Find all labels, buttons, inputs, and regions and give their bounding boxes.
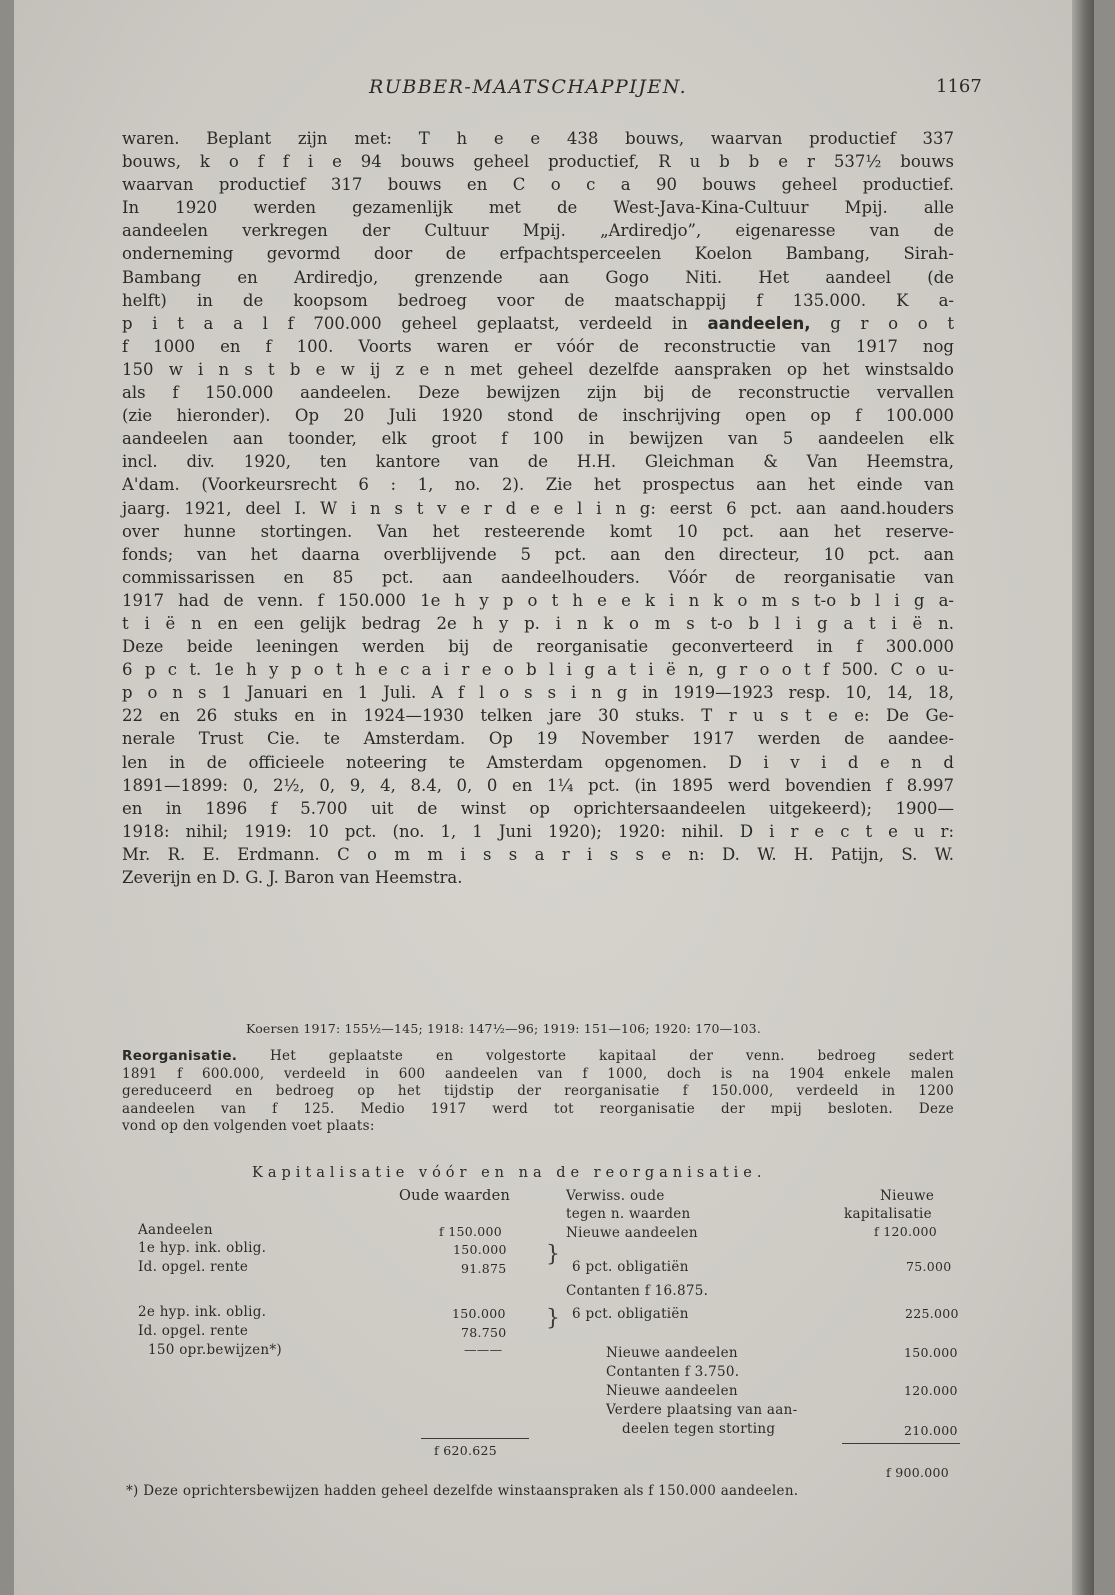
reorg-line: aandeelen van f 125. Medio 1917 werd tot reorganisatie der mpij besloten. Deze: [122, 1100, 954, 1117]
body-line: bouws, k o f f i e 94 bouws geheel productief, R u b b e r 537½ bouws: [122, 152, 954, 172]
cell-nieuwe-verdere: 210.000: [904, 1423, 958, 1438]
page-header: [14, 76, 1094, 100]
body-line: Deze beide leeningen werden bij de reorganisatie geconverteerd in f 300.000: [122, 637, 954, 657]
total-rule-oude: [421, 1438, 529, 1439]
body-line: 1891—1899: 0, 2½, 0, 9, 4, 8.4, 0, 0 en 1¼ pct. (in 1895 werd bovendien f 8.997: [122, 775, 954, 795]
body-line: commissarissen en 85 pct. aan aandeelhouders. Vóór de reorganisatie van: [122, 567, 954, 587]
body-line: onderneming gevormd door de erfpachtsperceelen Koelon Bambang, Sirah-: [122, 244, 954, 264]
cell-oude-hyp2-rente: 78.750: [461, 1325, 507, 1340]
body-line: aandeelen verkregen der Cultuur Mpij. „Ardiredjo”, eigenaresse van de: [122, 221, 954, 241]
body-line: 150 w i n s t b e w ij z e n met geheel dezelfde aanspraken op het winstsaldo: [122, 359, 954, 379]
body-line: waren. Beplant zijn met: T h e e 438 bouws, waarvan productief 337: [122, 129, 954, 148]
cell-nieuwe-hyp2: 225.000: [905, 1306, 959, 1321]
reorg-line: gereduceerd en bedroeg op het tijdstip der reorganisatie f 150.000, verdeeld in 1200: [122, 1083, 954, 1100]
body-line: aandeelen aan toonder, elk groot f 100 in bewijzen van 5 aandeelen elk: [122, 429, 954, 449]
cell-contanten-1: Contanten f 16.875.: [566, 1283, 709, 1299]
body-line: incl. div. 1920, ten kantore van de H.H. Gleichman & Van Heemstra,: [122, 452, 954, 472]
body-line: Mr. R. E. Erdmann. C o m m i s s a r i s s e n: D. W. H. Patijn, S. W.: [122, 844, 954, 864]
cell-verwiss-nieuwe3: Nieuwe aandeelen: [606, 1383, 738, 1399]
book-spine: [1072, 0, 1094, 1595]
footnote: *) Deze oprichtersbewijzen hadden geheel dezelfde winstaanspraken als f 150.000 aandeelen.: [126, 1483, 799, 1499]
body-line: als f 150.000 aandeelen. Deze bewijzen zijn bij de reconstructie vervallen: [122, 383, 954, 403]
row-label-opr: 150 opr.bewijzen*): [148, 1342, 282, 1358]
reorg-line: 1891 f 600.000, verdeeld in 600 aandeelen van f 1000, doch is na 1904 enkele malen: [122, 1065, 954, 1082]
cell-verwiss-hyp2: 6 pct. obligatiën: [572, 1306, 689, 1322]
cell-nieuwe-nieuwe3: 120.000: [904, 1383, 958, 1398]
bold-aandeelen: aandeelen,: [707, 313, 811, 333]
row-label-hyp1-rente: Id. opgel. rente: [138, 1259, 249, 1275]
body-line: en in 1896 f 5.700 uit de winst op oprichtersaandeelen uitgekeerd); 1900—: [122, 798, 954, 818]
cell-nieuwe-aandeelen: f 120.000: [874, 1224, 937, 1239]
cell-verdere-1: Verdere plaatsing van aan-: [606, 1402, 798, 1418]
cell-oude-hyp1-oblig: 150.000: [453, 1242, 507, 1257]
body-line: over hunne stortingen. Van het resteerende komt 10 pct. aan het reserve-: [122, 521, 954, 541]
reorg-line: Het geplaatste en volgestorte kapitaal der venn. bedroeg sedert: [269, 1048, 954, 1064]
row-label-hyp2-rente: Id. opgel. rente: [138, 1323, 249, 1339]
body-line: p i t a a l f 700.000 geheel geplaatst, verdeeld in aandeelen, g r o o t: [122, 313, 954, 333]
body-line: 22 en 26 stuks en in 1924—1930 telken jare 30 stuks. T r u s t e e: De Ge-: [122, 706, 954, 726]
body-line: waarvan productief 317 bouws en C o c a 90 bouws geheel productief.: [122, 175, 954, 195]
body-line: f 1000 en f 100. Voorts waren er vóór de reconstructie van 1917 nog: [122, 336, 954, 356]
cell-oude-opr: ———: [464, 1342, 503, 1357]
body-line: In 1920 werden gezamenlijk met de West-Java-Kina-Cultuur Mpij. alle: [122, 198, 954, 218]
body-line: jaarg. 1921, deel I. W i n s t v e r d e e l i n g: eerst 6 pct. aan aand.houders: [122, 498, 954, 518]
main-paragraph: [122, 127, 954, 889]
body-line: Zeverijn en D. G. J. Baron van Heemstra.: [122, 868, 463, 887]
brace-hyp2: }: [546, 1306, 560, 1331]
body-line: 1917 had de venn. f 150.000 1e h y p o t h e e k i n k o m s t-o b l i g a-: [122, 590, 954, 610]
reorganisatie-label: Reorganisatie.: [122, 1048, 238, 1064]
col-header-oude: Oude waarden: [399, 1188, 511, 1204]
cell-nieuwe-opr: 150.000: [904, 1345, 958, 1360]
col-header-nieuwe-2: kapitalisatie: [844, 1206, 932, 1222]
body-line: len in de officieele noteering te Amsterdam opgenomen. D i v i d e n d: [122, 752, 954, 772]
body-line: Bambang en Ardiredjo, grenzende aan Gogo Niti. Het aandeel (de: [122, 267, 954, 287]
body-line: nerale Trust Cie. te Amsterdam. Op 19 November 1917 werden de aandee-: [122, 729, 954, 749]
running-title: RUBBER-MAATSCHAPPIJEN.: [369, 76, 688, 98]
cell-oude-hyp2-oblig: 150.000: [452, 1306, 506, 1321]
col-header-verwiss-1: Verwiss. oude: [566, 1188, 665, 1204]
page-number: 1167: [936, 76, 982, 97]
cell-verwiss-opr: Nieuwe aandeelen: [606, 1345, 738, 1361]
cell-oude-hyp1-rente: 91.875: [461, 1261, 507, 1276]
table-title: Kapitalisatie vóór en na de reorganisatie.: [252, 1165, 767, 1181]
row-label-hyp1-oblig: 1e hyp. ink. oblig.: [138, 1240, 267, 1256]
col-header-nieuwe-1: Nieuwe: [880, 1188, 935, 1204]
col-header-verwiss-2: tegen n. waarden: [566, 1206, 691, 1222]
body-line: (zie hieronder). Op 20 Juli 1920 stond de inschrijving open op f 100.000: [122, 406, 954, 426]
body-line: fonds; van het daarna overblijvende 5 pct. aan den directeur, 10 pct. aan: [122, 544, 954, 564]
total-oude: f 620.625: [434, 1443, 497, 1458]
brace-hyp1: }: [546, 1242, 560, 1267]
body-line: 6 p c t. 1e h y p o t h e c a i r e o b l i g a t i ë n, g r o o t f 500. C o u-: [122, 660, 954, 680]
body-line: t i ë n en een gelijk bedrag 2e h y p. i n k o m s t-o b l i g a t i ë n.: [122, 613, 954, 633]
reorganisatie-paragraph: [122, 1048, 954, 1136]
cell-verdere-2: deelen tegen storting: [622, 1421, 776, 1437]
body-line: A'dam. (Voorkeursrecht 6 : 1, no. 2). Zie het prospectus aan het einde van: [122, 475, 954, 495]
body-line: p o n s 1 Januari en 1 Juli. A f l o s s i n g in 1919—1923 resp. 10, 14, 18,: [122, 683, 954, 703]
row-label-hyp2-oblig: 2e hyp. ink. oblig.: [138, 1304, 267, 1320]
cell-nieuwe-hyp1: 75.000: [906, 1259, 952, 1274]
row-label-aandeelen: Aandeelen: [138, 1222, 213, 1238]
koersen-line: Koersen 1917: 155½—145; 1918: 147½—96; 1919: 151—106; 1920: 170—103.: [246, 1021, 761, 1036]
body-line: helft) in de koopsom bedroeg voor de maatschappij f 135.000. K a-: [122, 290, 954, 310]
book-page: [14, 0, 1094, 1595]
cell-contanten-2: Contanten f 3.750.: [606, 1364, 740, 1380]
body-line: 1918: nihil; 1919: 10 pct. (no. 1, 1 Juni 1920); 1920: nihil. D i r e c t e u r:: [122, 821, 954, 841]
total-rule-nieuwe: [842, 1443, 960, 1444]
cell-verwiss-aandeelen: Nieuwe aandeelen: [566, 1225, 698, 1241]
cell-oude-aandeelen: f 150.000: [439, 1224, 502, 1239]
cell-verwiss-hyp1: 6 pct. obligatiën: [572, 1259, 689, 1275]
total-nieuwe: f 900.000: [886, 1465, 949, 1480]
reorg-line: vond op den volgenden voet plaats:: [122, 1118, 375, 1135]
